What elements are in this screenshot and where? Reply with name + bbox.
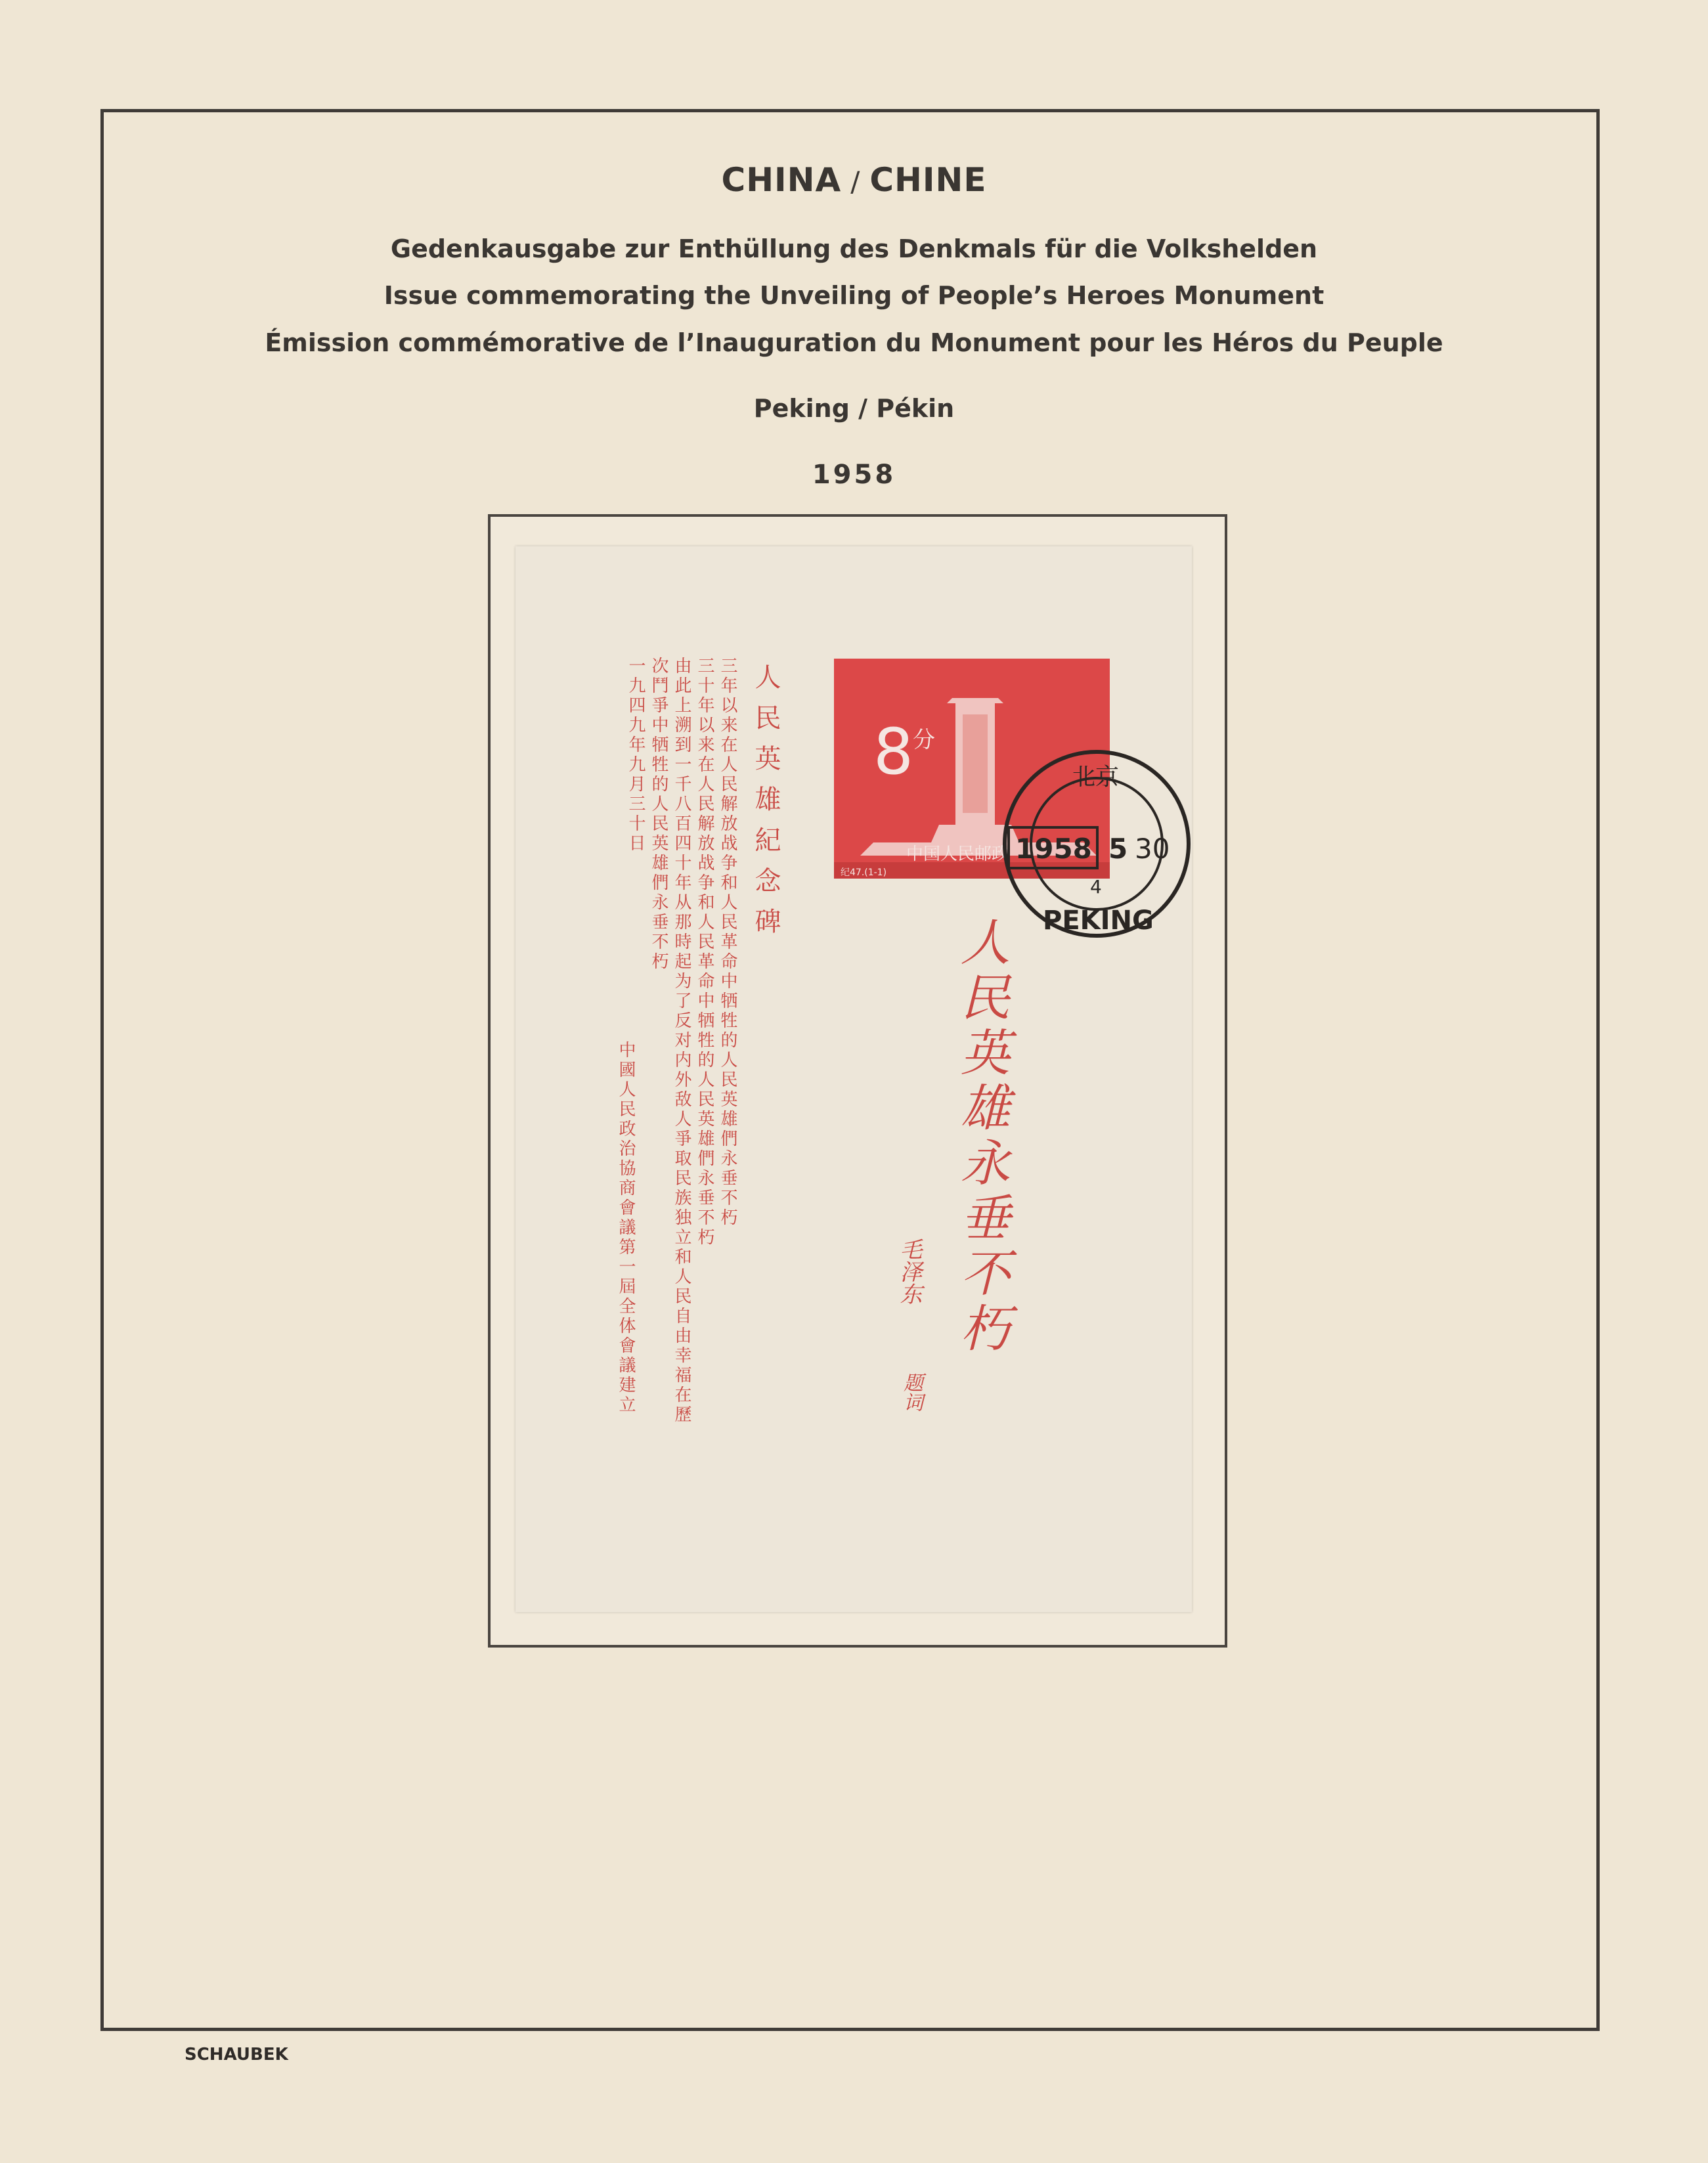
postmark-year: 1958: [1015, 833, 1092, 865]
sheet-heading: 人民英雄紀念碑: [751, 663, 781, 948]
subtitle-german: Gedenkausgabe zur Enthüllung des Denkmals für die Volkshelden: [390, 234, 1318, 263]
calligraphy-attribution: 题词: [900, 1372, 923, 1412]
postmark-month: 5: [1108, 833, 1128, 865]
monument-inscription-panel: [963, 714, 988, 813]
postmark-city: PEKING: [1043, 906, 1154, 936]
mao-calligraphy: 人民英雄永垂不朽: [952, 916, 1011, 1357]
postmark-chinese: 北京: [1072, 764, 1120, 791]
peking-postmark: [998, 745, 1195, 955]
title-chine: CHINE: [869, 161, 987, 199]
publisher-imprint: SCHAUBEK: [185, 2045, 288, 2065]
stamp-value-unit: 分: [913, 727, 935, 753]
issue-place: Peking / Pékin: [753, 394, 955, 423]
sheet-text-col5: 一九四九年九月三十日: [626, 657, 646, 854]
title-separator: /: [850, 165, 861, 198]
stamp-country: 中国人民邮政: [906, 844, 1009, 864]
postmark-extra: 4: [1090, 876, 1102, 898]
sheet-text-col2: 三十年以来在人民解放战争和人民革命中牺牲的人民英雄們永垂不朽: [695, 657, 714, 1248]
page-title: [0, 161, 1708, 199]
subtitle-french: Émission commémorative de l’Inauguration du Monument pour les Héros du Peuple: [265, 328, 1443, 357]
stamp-catalog: 纪47.(1-1): [841, 867, 887, 878]
issue-year: 1958: [812, 460, 896, 490]
sheet-text-col4: 次鬥爭中牺牲的人民英雄們永垂不朽: [649, 657, 668, 972]
sheet-text-col3: 由此上溯到一千八百四十年从那時起为了反对内外敌人爭取民族独立和人民自由幸福在歷: [672, 657, 691, 1425]
postmark-day: 30: [1135, 833, 1170, 865]
sheet-text-col1: 三年以来在人民解放战争和人民革命中牺牲的人民英雄們永垂不朽: [718, 657, 737, 1228]
stamp-value: 8: [873, 715, 914, 789]
calligraphy-signature: 毛泽东: [896, 1238, 922, 1305]
title-china: CHINA: [721, 161, 842, 199]
subtitle-english: Issue commemorating the Unveiling of People’s Heroes Monument: [383, 281, 1325, 310]
sheet-text-col6: 中國人民政治協商會議第一屆全体會議建立: [616, 1041, 636, 1415]
